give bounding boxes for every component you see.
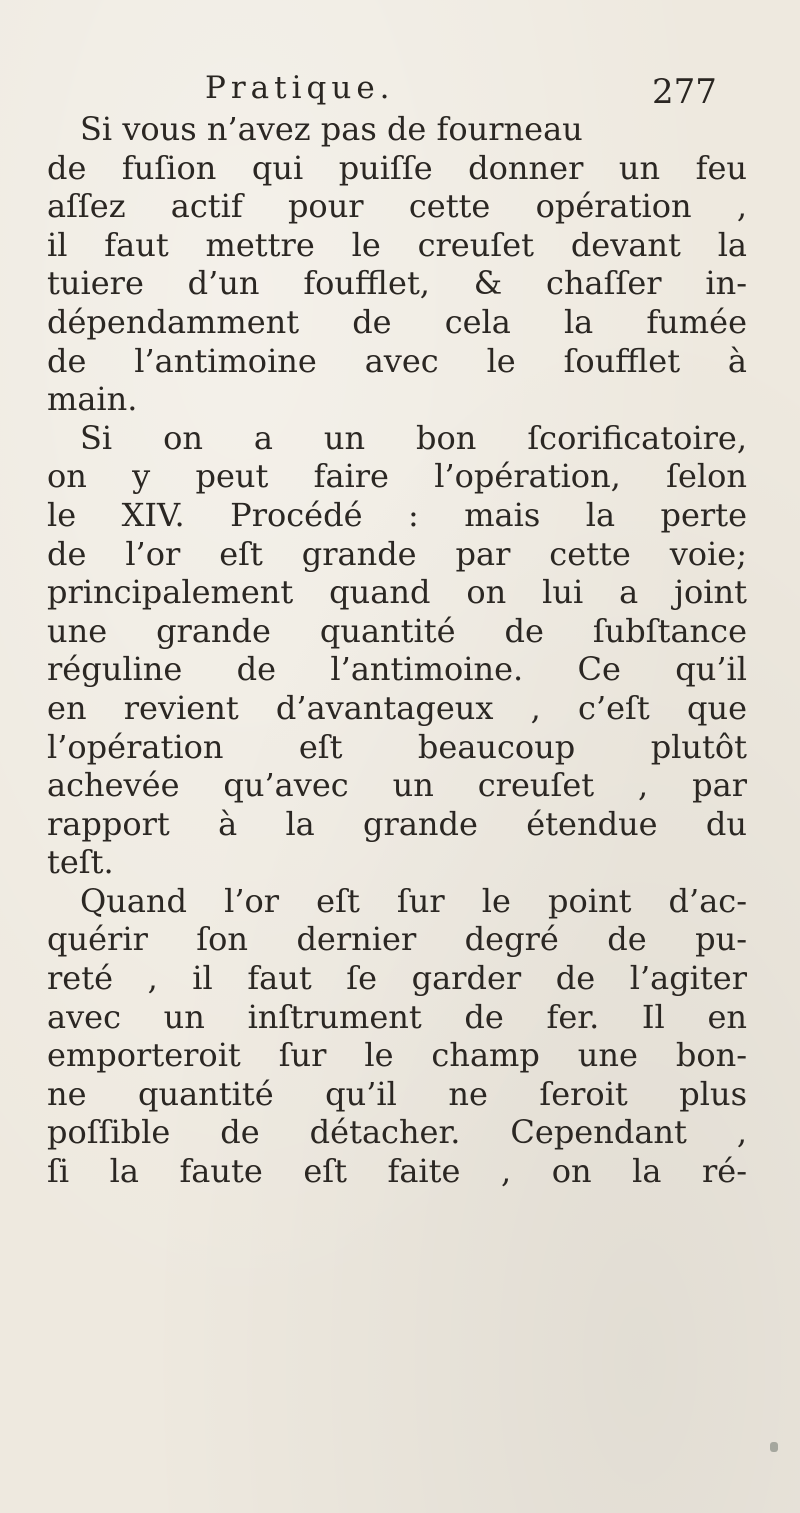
text-line: le XIV. Procédé : mais la perte [47,495,747,534]
text-line: de l’or eſt grande par cette voie; [47,534,747,573]
running-title: Pratique. [205,70,395,106]
text-line: principalement quand on lui a joint [47,573,747,612]
page-number: 277 [652,72,717,112]
text-line: de l’antimoine avec le ſoufflet à [47,341,747,380]
text-line: ſi la faute eſt faite , on la ré- [47,1152,747,1191]
text-line: tuiere d’un foufflet, & chaſſer in- [47,264,747,303]
text-line: emporteroit ſur le champ une bon- [47,1036,747,1075]
text-line: teſt. [47,843,114,882]
text-line: il faut mettre le creuſet devant la [47,225,747,264]
ink-smudge [770,1442,778,1452]
text-line: avec un inſtrument de fer. Il en [47,997,747,1036]
text-line: Si vous n’avez pas de fourneau [80,110,583,148]
text-line: poſſible de détacher. Cependant , [47,1113,747,1152]
text-line: aſſez actif pour cette opération , [47,187,747,226]
text-line: reté , il faut ſe garder de l’agiter [47,959,747,998]
text-line: l’opération eſt beaucoup plutôt [47,727,747,766]
text-line: rapport à la grande étendue du [47,804,747,843]
text-line: achevée qu’avec un creuſet , par [47,766,747,805]
text-line: une grande quantité de ſubſtance [47,611,747,650]
text-line: main. [47,380,138,419]
text-line: ne quantité qu’il ne ſeroit plus [47,1074,747,1113]
text-line: en revient d’avantageux , c’eſt que [47,688,747,727]
text-line: réguline de l’antimoine. Ce qu’il [47,650,747,689]
text-line: dépendamment de cela la fumée [47,302,747,341]
text-line: Si on a un bon ſcorificatoire, [80,418,747,457]
text-line: Quand l’or eſt ſur le point d’ac- [80,881,747,920]
body-text [47,110,747,1191]
text-line: on y peut faire l’opération, ſelon [47,457,747,496]
text-line: quérir ſon dernier degré de pu- [47,920,747,959]
text-line: de fuſion qui puiſſe donner un feu [47,148,747,187]
